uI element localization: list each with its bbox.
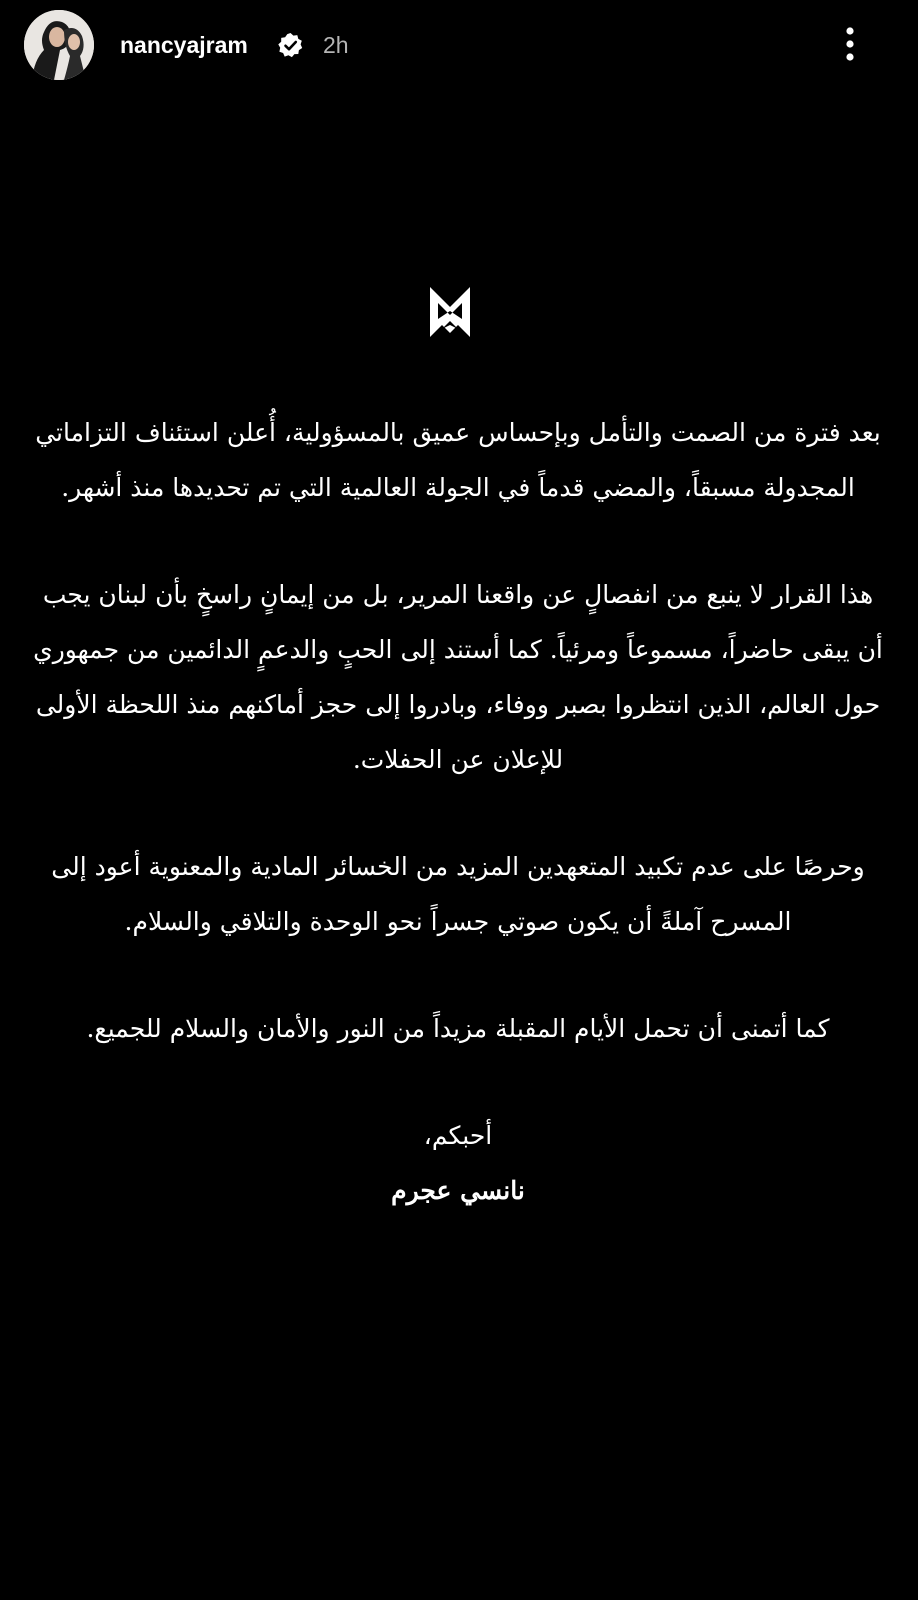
more-vertical-icon[interactable]	[836, 24, 864, 68]
username[interactable]: nancyajram	[120, 32, 248, 58]
paragraph-1: بعد فترة من الصمت والتأمل وبإحساس عميق بالمسؤولية، أُعلن استئناف التزاماتي المجدولة مسبقاً، والمضي قدماً في الجولة العالمية التي تم تحديدها منذ أشهر.	[35, 418, 881, 502]
post-time: 2h	[323, 32, 349, 58]
closing-line: أحبكم،	[423, 1121, 493, 1150]
paragraph-4: كما أتمنى أن تحمل الأيام المقبلة مزيداً من النور والأمان والسلام للجميع.	[86, 1014, 830, 1043]
story-text	[30, 405, 886, 1218]
profile-avatar[interactable]	[24, 10, 94, 80]
paragraph-2: هذا القرار لا ينبع من انفصالٍ عن واقعنا المرير، بل من إيمانٍ راسخٍ بأن لبنان يجب أن يبقى حاضراً، مسموعاً ومرئياً. كما أستند إلى الحبٍ والدعمٍ الدائمين من جمهوري حول العالم، الذين انتظروا بصبر ووفاء، وبادروا إلى حجز أماكنهم منذ اللحظة الأولى للإعلان عن الحفلات.	[33, 580, 883, 774]
paragraph-3: وحرصًا على عدم تكبيد المتعهدين المزيد من الخسائر المادية والمعنوية أعود إلى المسرح آملةً أن يكون صوتي جسراً نحو الوحدة والتلاقي والسلام.	[51, 852, 865, 936]
story-header	[0, 0, 918, 96]
verified-badge-icon	[277, 32, 304, 59]
signature: نانسي عجرم	[391, 1176, 525, 1205]
brand-monogram-icon	[428, 285, 472, 339]
